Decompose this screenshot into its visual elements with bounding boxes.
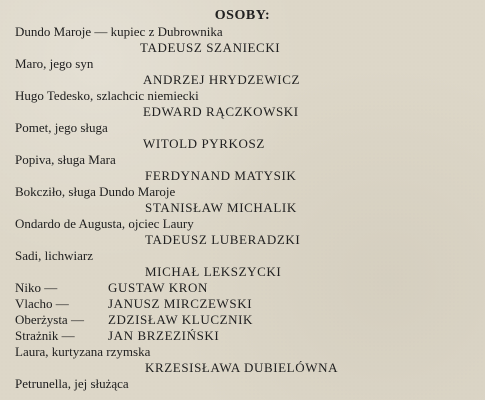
actor-line-1: TADEUSZ SZANIECKI — [140, 40, 281, 55]
role-line-1: Dundo Maroje — kupiec z Dubrownika — [15, 24, 223, 39]
actor-line-9: KRZESISŁAWA DUBIELÓWNA — [145, 360, 339, 375]
actor-line-6: STANISŁAW MICHALIK — [145, 200, 297, 215]
actor-line-3: EDWARD RĄCZKOWSKI — [143, 104, 299, 119]
role-line-5: Popiva, sługa Mara — [15, 152, 116, 167]
actor-line-7: TADEUSZ LUBERADZKI — [145, 232, 301, 247]
actor-line-4: WITOLD PYRKOSZ — [143, 136, 265, 151]
role-line-3: Hugo Tedesko, szlachcic niemiecki — [15, 88, 199, 103]
inline-role-3: Oberżysta — — [15, 312, 84, 327]
inline-actor-1: GUSTAW KRON — [108, 280, 208, 295]
actor-line-5: FERDYNAND MATYSIK — [145, 168, 297, 183]
role-line-9: Laura, kurtyzana rzymska — [15, 344, 151, 359]
inline-actor-3: ZDZISŁAW KLUCZNIK — [108, 312, 254, 327]
actor-line-8: MICHAŁ LEKSZYCKI — [145, 264, 282, 279]
role-line-2: Maro, jego syn — [15, 56, 94, 71]
cast-heading: OSOBY: — [214, 8, 271, 23]
role-line-7: Ondardo de Augusta, ojciec Laury — [15, 216, 194, 231]
inline-actor-4: JAN BRZEZIŃSKI — [108, 328, 220, 343]
inline-actor-2: JANUSZ MIRCZEWSKI — [108, 296, 253, 311]
role-line-4: Pomet, jego sługa — [15, 120, 108, 135]
inline-role-4: Strażnik — — [15, 328, 75, 343]
inline-role-1: Niko — — [15, 280, 58, 295]
role-line-8: Sadi, lichwiarz — [15, 248, 93, 263]
role-line-10: Petrunella, jej służąca — [15, 376, 129, 391]
inline-role-2: Vlacho — — [15, 296, 69, 311]
role-line-6: Bokcziło, sługa Dundo Maroje — [15, 184, 176, 199]
actor-line-2: ANDRZEJ HRYDZEWICZ — [143, 72, 301, 87]
